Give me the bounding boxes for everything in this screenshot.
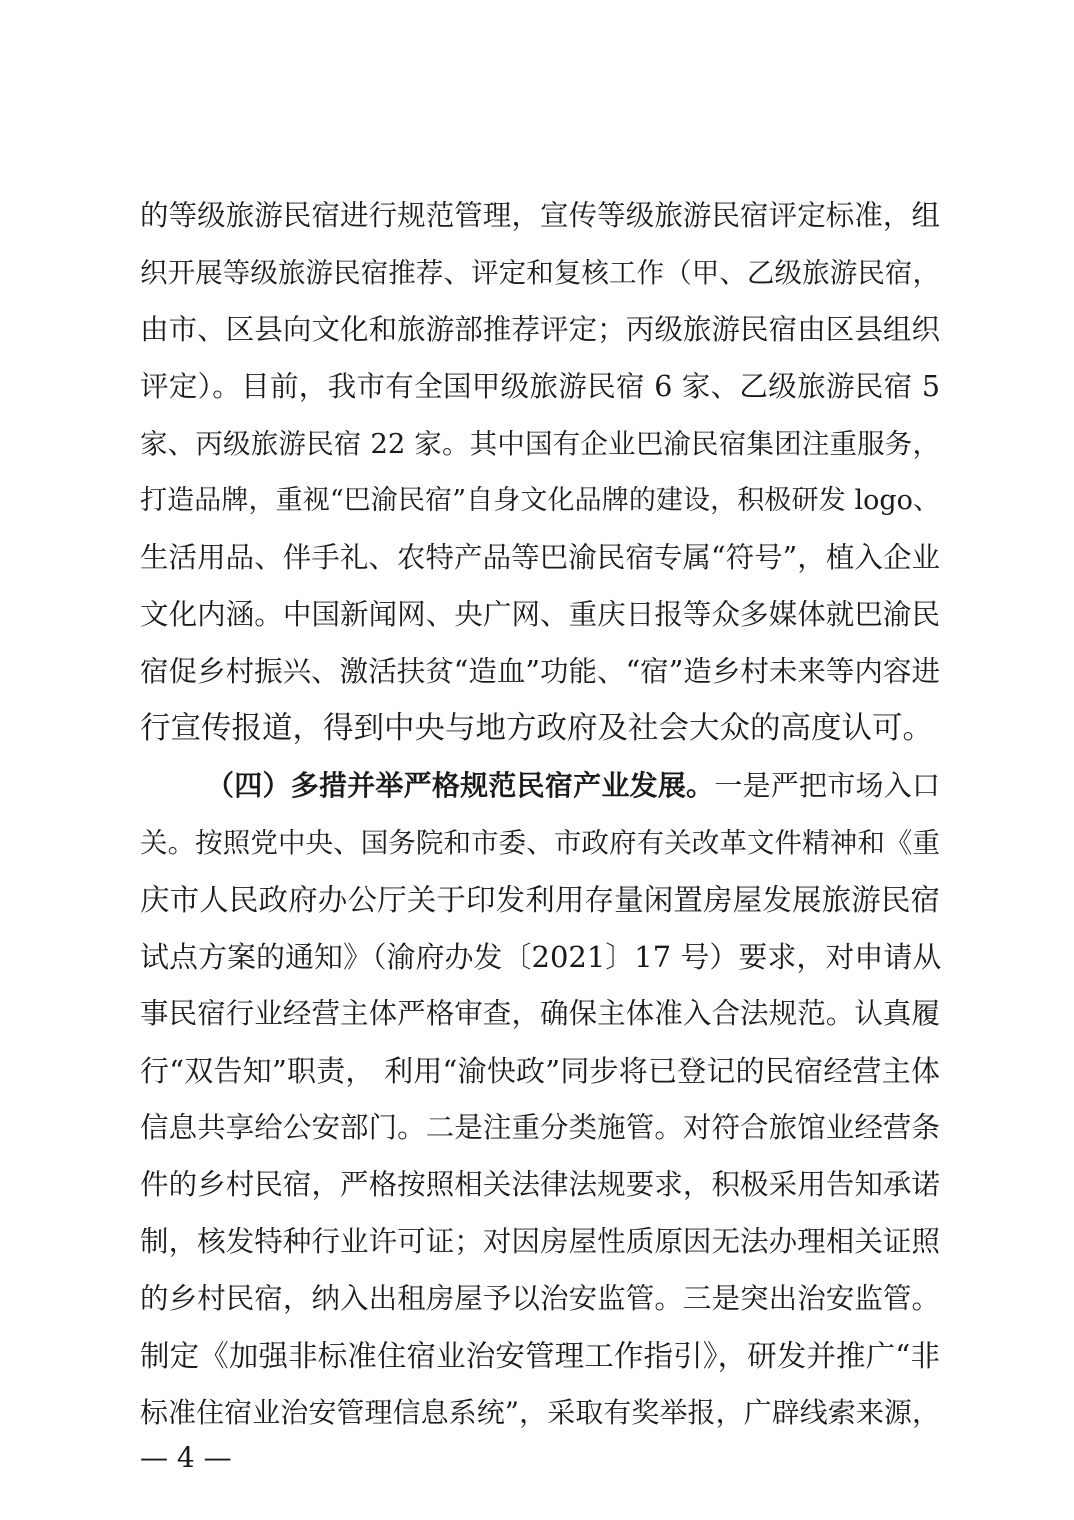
body-line: 庆市人民政府办公厅关于印发利用存量闲置房屋发展旅游民宿 xyxy=(140,883,940,917)
body-line: 关。按照党中央、国务院和市委、市政府有关改革文件精神和《重 xyxy=(140,827,940,859)
body-line: 由市、区县向文化和旅游部推荐评定；丙级旅游民宿由区县组织 xyxy=(140,313,940,346)
body-line: 评定）。目前，我市有全国甲级旅游民宿 6 家、乙级旅游民宿 5 xyxy=(140,370,940,403)
body-line: 打造品牌，重视“巴渝民宿”自身文化品牌的建设，积极研发 logo、 xyxy=(140,485,940,516)
body-line: 制定《加强非标准住宿业治安管理工作指引》，研发并推广“非 xyxy=(140,1339,940,1373)
body-line: 试点方案的通知》（渝府办发〔2021〕17 号）要求，对申请从 xyxy=(140,940,942,974)
body-line: 宿促乡村振兴、激活扶贫“造血”功能、“宿”造乡村未来等内容进 xyxy=(140,655,940,688)
body-line: 文化内涵。中国新闻网、央广网、重庆日报等众多媒体就巴渝民 xyxy=(140,598,940,631)
body-line: 生活用品、伴手礼、农特产品等巴渝民宿专属“符号”，植入企业 xyxy=(140,541,940,574)
section-heading: （四）多措并举严格规范民宿产业发展。 xyxy=(206,769,715,802)
body-line: 行“双告知”职责， 利用“渝快政”同步将已登记的民宿经营主体 xyxy=(140,1054,940,1088)
body-line: 标准住宿业治安管理信息系统”，采取有奖举报，广辟线索来源， xyxy=(140,1396,940,1429)
section-heading-rest: 一是严把市场入口 xyxy=(714,769,940,802)
body-line: 的等级旅游民宿进行规范管理，宣传等级旅游民宿评定标准，组 xyxy=(140,199,940,232)
body-line: 织开展等级旅游民宿推荐、评定和复核工作（甲、乙级旅游民宿， xyxy=(140,257,940,289)
body-line: 件的乡村民宿，严格按照相关法律法规要求，积极采用告知承诺 xyxy=(140,1168,940,1201)
body-line: 行宣传报道，得到中央与地方政府及社会大众的高度认可。 xyxy=(140,711,933,746)
page-number: — 4 — xyxy=(140,1441,232,1474)
body-line: 的乡村民宿，纳入出租房屋予以治安监管。三是突出治安监管。 xyxy=(140,1282,940,1315)
body-line: 信息共享给公安部门。二是注重分类施管。对符合旅馆业经营条 xyxy=(140,1111,940,1144)
section-heading-line xyxy=(206,766,940,806)
body-line: 事民宿行业经营主体严格审查，确保主体准入合法规范。认真履 xyxy=(140,997,940,1030)
body-line: 家、丙级旅游民宿 22 家。其中国有企业巴渝民宿集团注重服务， xyxy=(140,428,940,460)
body-line: 制，核发特种行业许可证；对因房屋性质原因无法办理相关证照 xyxy=(140,1225,940,1258)
